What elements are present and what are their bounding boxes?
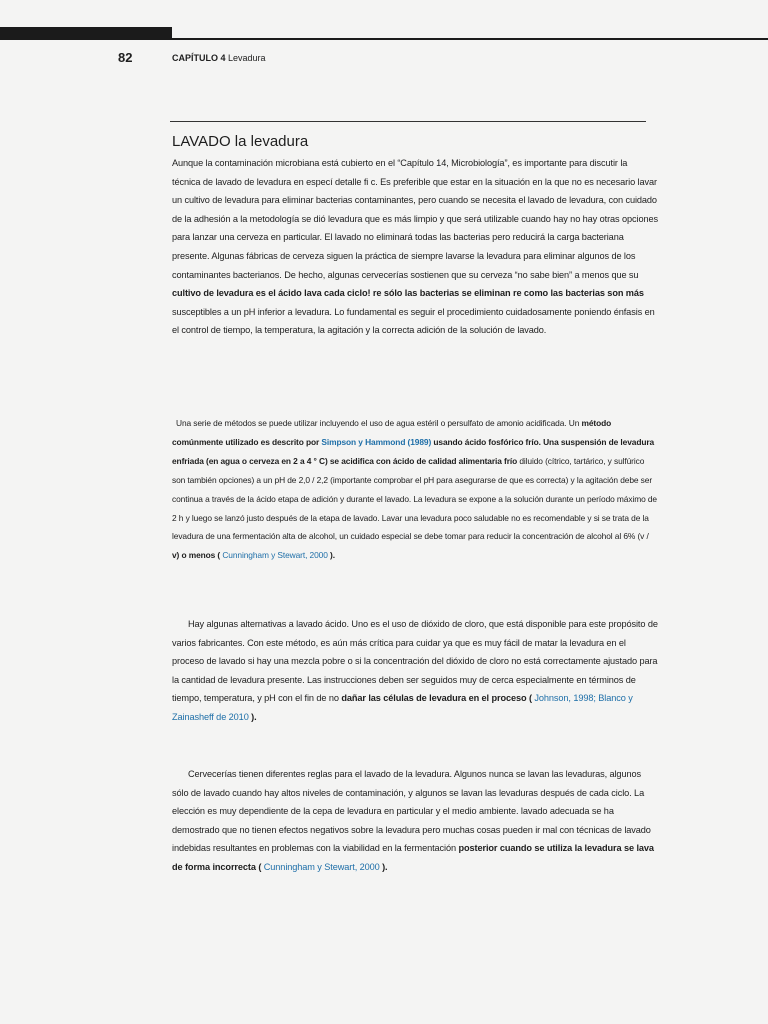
chapter-topic: Levadura xyxy=(228,53,266,63)
citation-link[interactable]: Cunningham y Stewart, 2000 xyxy=(263,861,380,872)
paragraph-bold-text: cultivo de levadura es el ácido lava cada ciclo! re sólo las bacterias se eliminan re como las bacterias son más xyxy=(172,288,644,299)
paragraph-bold-text: ). xyxy=(327,550,335,561)
paragraph-bold-text: método comúnmente utilizado es descrito por xyxy=(172,418,612,447)
paragraph-4 xyxy=(172,765,658,877)
paragraph-bold-text: posterior cuando se utiliza la levadura se lava de forma incorrecta ( xyxy=(172,843,654,872)
paragraph-text: diluido (cítrico, tartárico, y sulfúrico son también opciones) a un pH de 2,0 / 2,2 (importante comprobar el pH para asegurarse de que es correcta) y la agitación debe ser continua a través de la ácido etapa de adición y durante el lavado. La levadura se expone a la solución durante un período máximo de 2 h y luego se lanzó justo después de la etapa de lavado. Lavar una levadura poco saludable no es recomendable y si se trata de la levadura de una fermentación alta de alcohol, un cuidado especial se debe tomar para reducir la concentración de alcohol al 6% (v / xyxy=(172,455,657,542)
paragraph-bold-text: ). xyxy=(379,861,388,872)
chapter-heading xyxy=(172,53,266,63)
section-title: LAVADO la levadura xyxy=(172,133,309,150)
paragraph-bold-text: v) o menos ( xyxy=(172,550,223,561)
paragraph-text: susceptibles a un pH inferior a levadura. Lo fundamental es seguir el procedimiento cuidadosamente poniendo énfasis en el control de tiempo, la temperatura, la agitación y la correcta adición de la solución de lavado. xyxy=(172,306,655,336)
paragraph-text: Cervecerías tienen diferentes reglas para el lavado de la levadura. Algunos nunca se lavan las levaduras, algunos sólo de lavado cuando hay altos niveles de contaminación, y algunos se lavan las levaduras después de cada ciclo. La elección es muy dependiente de la cepa de levadura en particular y el medio ambiente. lavado adecuada se ha demostrado que no tienen efectos negativos sobre la levadura pero muchas cosas pueden ir mal con técnicas de lavado indebidas resultantes en problemas con la viabilidad en la fermentación xyxy=(172,769,651,854)
paragraph-text: Una serie de métodos se puede utilizar incluyendo el uso de agua estéril o persulfato de amonio acidificada. Un xyxy=(176,418,582,428)
paragraph-1 xyxy=(172,154,658,340)
header-rule xyxy=(0,38,768,40)
citation-link[interactable]: Simpson y Hammond (1989) xyxy=(321,436,432,447)
paragraph-text: Hay algunas alternativas a lavado ácido. Uno es el uso de dióxido de cloro, que está disponible para este propósito de varios fabricantes. Con este método, es aún más crítica para cuidar ya que es muy fácil de matar la levadura en el proceso de lavado si hay una mezcla pobre o si la concentración del dióxido de cloro no está correctamente ajustado para la cantidad de levadura presente. Las instrucciones deben ser seguidos muy de cerca especialmente en términos de tiempo, temperatura, y pH con el fin de no xyxy=(172,619,658,704)
section-rule xyxy=(170,121,646,122)
citation-link[interactable]: Cunningham y Stewart, 2000 xyxy=(222,550,328,561)
paragraph-2 xyxy=(172,414,658,565)
paragraph-text: Aunque la contaminación microbiana está cubierto en el “Capítulo 14, Microbiología”, es importante para discutir la técnica de lavado de levadura en especí detalle fi c. Es preferible que estar en la situación en la que no es necesario lavar un cultivo de levadura para eliminar bacterias contaminantes, pero cuando se necesita el lavado de levadura, con cuidado de la adhesión a la metodología se dió levadura que es más limpio y que será utilizable cuando hay no hay otras opciones para lanzar una cerveza en particular. El lavado no eliminará todas las bacterias pero reducirá la carga bacteriana presente. Algunas fábricas de cerveza siguen la práctica de siempre lavarse la levadura para eliminar algunos de los contaminantes bacterianos. De hecho, algunas cervecerías sostienen que su cerveza “no sabe bien” a menos que su xyxy=(172,158,658,280)
paragraph-bold-text: usando ácido fosfórico frío. Una suspensión de levadura enfriada (en agua o cerveza en 2 a 4 ° C) se acidifica con ácido de calidad alimentaria frío xyxy=(172,436,655,466)
page-number: 82 xyxy=(118,50,133,65)
citation-link[interactable]: Johnson, 1998; Blanco y Zainasheff de 2010 xyxy=(172,693,633,722)
paragraph-bold-text: ). xyxy=(248,711,257,722)
paragraph-bold-text: dañar las células de levadura en el proceso ( xyxy=(341,693,535,704)
paragraph-3 xyxy=(172,615,658,727)
chapter-label: CAPÍTULO 4 xyxy=(172,53,226,63)
